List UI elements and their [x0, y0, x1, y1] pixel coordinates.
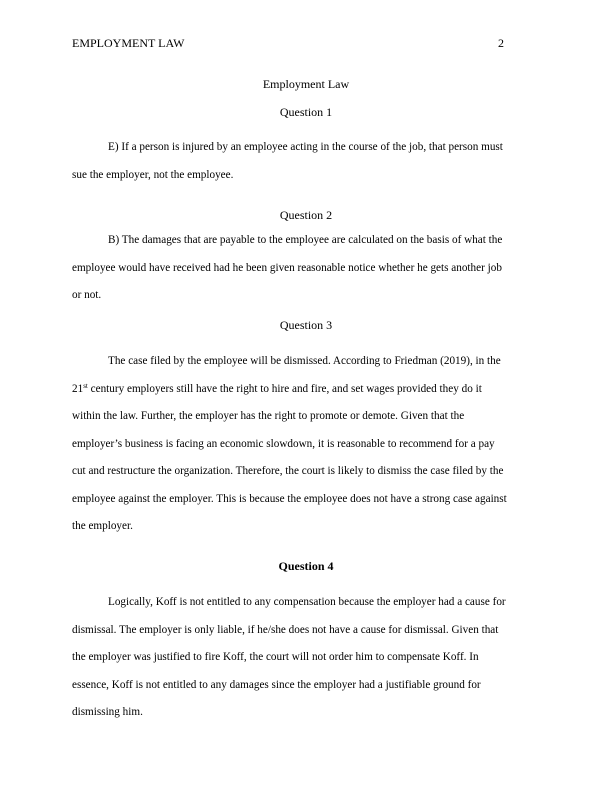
paragraph-line: dismissal. The employer is only liable, if he/she does not have a cause for dismissal. Given that: [72, 623, 499, 636]
line-text: century employers still have the right to hire and fire, and set wages provided they do it: [87, 382, 482, 395]
question-2-answer: [72, 227, 542, 310]
ordinal-superscript: st: [83, 381, 88, 390]
paragraph-line: Logically, Koff is not entitled to any compensation because the employer had a cause for: [108, 596, 506, 608]
question-3-heading: Question 3: [279, 318, 333, 332]
paragraph-line: sue the employer, not the employee.: [72, 168, 234, 181]
paragraph-line: employee against the employer. This is because the employee does not have a strong case against: [72, 492, 507, 505]
paragraph-line: The case filed by the employee will be dismissed. According to Friedman (2019), in the: [108, 355, 501, 367]
paragraph-line: employee would have received had he been given reasonable notice whether he gets another job: [72, 261, 502, 274]
running-head: EMPLOYMENT LAW: [72, 36, 185, 50]
paragraph-line: within the law. Further, the employer has the right to promote or demote. Given that the: [72, 410, 465, 422]
question-2-heading: Question 2: [279, 208, 333, 222]
page-number: 2: [498, 36, 504, 50]
paragraph-line: B) The damages that are payable to the employee are calculated on the basis of what the: [108, 234, 503, 246]
document-title: Employment Law: [262, 77, 350, 91]
paragraph-line: dismissing him.: [72, 706, 143, 718]
question-1-heading: Question 1: [279, 105, 333, 119]
question-4-heading: Question 4: [278, 559, 334, 573]
question-1-answer: [72, 134, 542, 189]
paragraph-line: or not.: [72, 289, 102, 301]
ordinal-number: 21: [72, 382, 84, 395]
question-3-answer: [72, 348, 542, 541]
paragraph-line: [72, 376, 542, 404]
paragraph-line: employer’s business is facing an economic slowdown, it is reasonable to recommend for a pay: [72, 437, 495, 450]
paragraph-line: E) If a person is injured by an employee acting in the course of the job, that person must: [108, 141, 503, 153]
paragraph-line: the employer was justified to fire Koff, the court will not order him to compensate Koff. In: [72, 651, 479, 663]
question-4-answer: [72, 589, 542, 727]
paragraph-line: the employer.: [72, 520, 133, 532]
paragraph-line: cut and restructure the organization. Therefore, the court is likely to dismiss the case filed by the: [72, 465, 504, 477]
paragraph-line: essence, Koff is not entitled to any damages since the employer had a justifiable ground for: [72, 678, 481, 691]
